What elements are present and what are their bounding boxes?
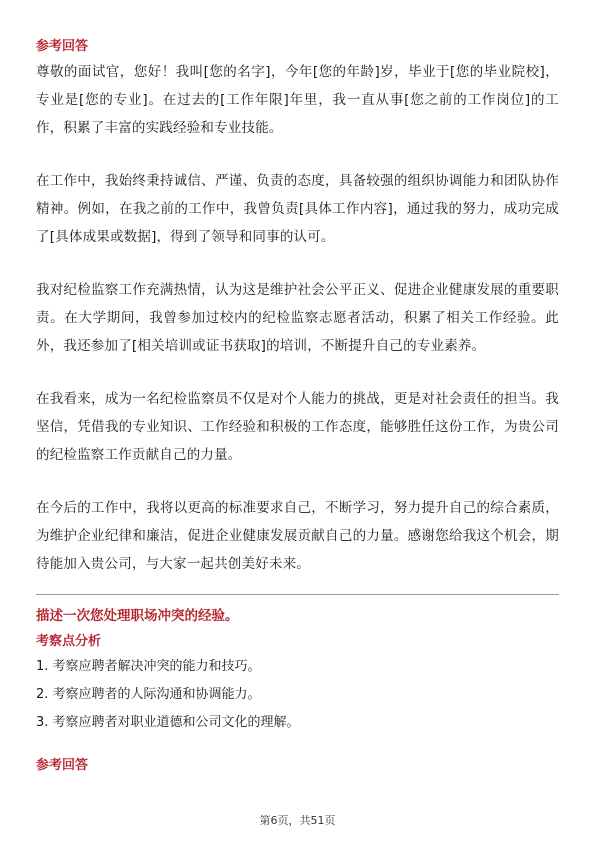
document-page <box>36 36 559 777</box>
analysis-point-1: 1. 考察应聘者解决冲突的能力和技巧。 <box>36 659 261 674</box>
analysis-heading: 考察点分析 <box>36 634 102 649</box>
answer-paragraph-4: 在我看来，成为一名纪检监察员不仅是对个人能力的挑战，更是对社会责任的担当。我坚信，凭借我的专业知识、工作经验和积极的工作态度，能够胜任这份工作，为贵公司的纪检监察工作贡献自己的力量。 <box>36 391 559 463</box>
question-title: 描述一次您处理职场冲突的经验。 <box>36 608 239 624</box>
section-divider <box>36 594 559 595</box>
answer-paragraph-2: 在工作中，我始终秉持诚信、严谨、负责的态度，具备较强的组织协调能力和团队协作精神。例如，在我之前的工作中，我曾负责[具体工作内容]，通过我的努力，成功完成了[具体成果或数据]，得到了领导和同事的认可。 <box>36 173 559 245</box>
answer-paragraph-1: 尊敬的面试官，您好！我叫[您的名字]，今年[您的年龄]岁，毕业于[您的毕业院校]，专业是[您的专业]。在过去的[工作年限]年里，我一直从事[您之前的工作岗位]的工作，积累了丰富的实践经验和专业技能。 <box>36 64 559 136</box>
reference-answer-heading: 参考回答 <box>36 39 89 54</box>
answer-paragraph-3: 我对纪检监察工作充满热情，认为这是维护社会公平正义、促进企业健康发展的重要职责。在大学期间，我曾参加过校内的纪检监察志愿者活动，积累了相关工作经验。此外，我还参加了[相关培训或证书获取]的培训，不断提升自己的专业素养。 <box>36 282 559 354</box>
page-footer: 第6页，共51页 <box>259 814 336 827</box>
analysis-point-2: 2. 考察应聘者的人际沟通和协调能力。 <box>36 687 261 702</box>
analysis-point-3: 3. 考察应聘者对职业道德和公司文化的理解。 <box>36 715 300 730</box>
reference-answer-heading-2: 参考回答 <box>36 758 89 773</box>
answer-paragraph-5: 在今后的工作中，我将以更高的标准要求自己，不断学习，努力提升自己的综合素质，为维护企业纪律和廉洁，促进企业健康发展贡献自己的力量。感谢您给我这个机会，期待能加入贵公司，与大家一起共创美好未来。 <box>36 500 559 572</box>
